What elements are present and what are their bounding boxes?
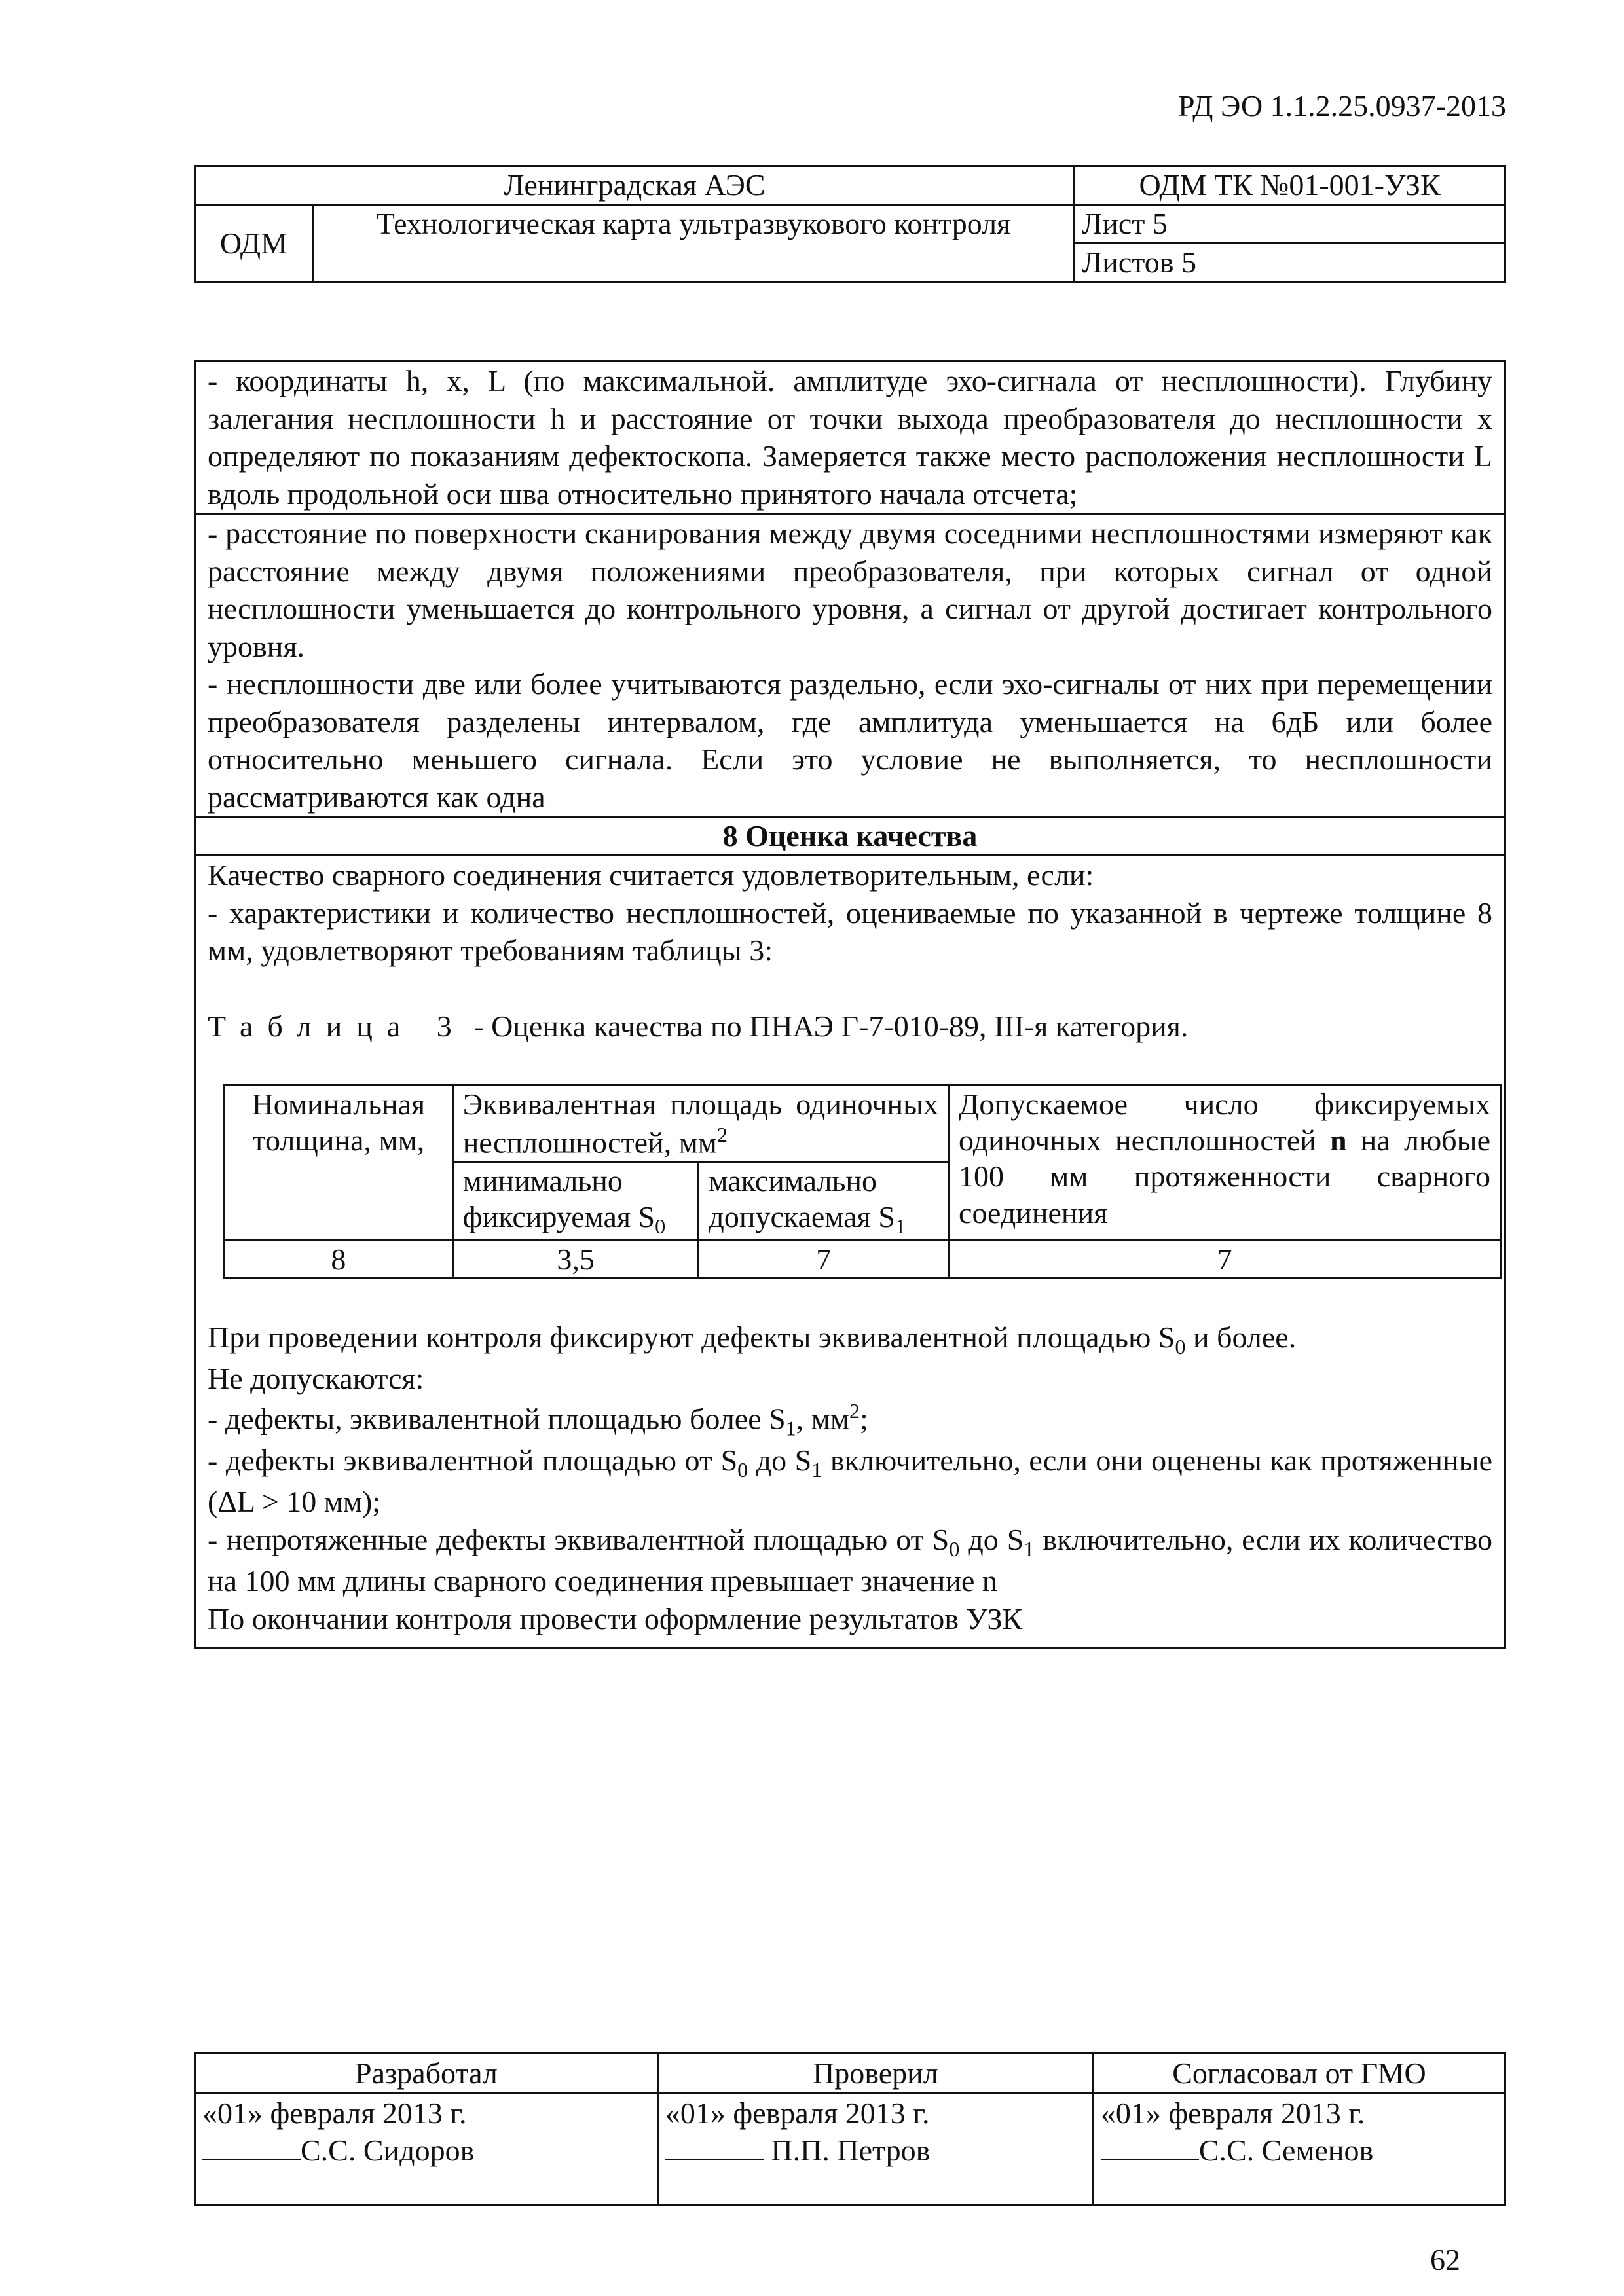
table-row — [225, 1240, 1501, 1278]
document-code: РД ЭО 1.1.2.25.0937-2013 — [1178, 89, 1506, 122]
after-table-text — [208, 1319, 1492, 1637]
fix-defects-text-a: При проведении контроля фиксируют дефекты эквивалентной площадью S — [208, 1321, 1175, 1355]
developed-signature — [202, 2132, 650, 2170]
distance-paragraph: - расстояние по поверхности сканирования между двумя соседними несплошностями измеряют как расстояние между двумя положениями преобразователя, при которых сигнал от одной несплошности уменьшается до контрольного уровня, а сигнал от другой достигает контрольного уровня. — [208, 517, 1492, 663]
odm-label: ОДМ — [195, 205, 313, 282]
checked-label: Проверил — [657, 2054, 1093, 2094]
document-title: Технологическая карта ультразвукового контроля — [312, 205, 1074, 282]
distance-section — [196, 515, 1504, 818]
rule-1-idx: 1 — [785, 1416, 796, 1440]
min-area-header — [452, 1161, 699, 1240]
signature-table — [194, 2052, 1506, 2206]
count-header-n: n — [1330, 1123, 1347, 1157]
developed-label: Разработал — [195, 2054, 658, 2094]
count-header-text-b: на любые 100 мм протяженности сварного соединения — [959, 1123, 1490, 1230]
rule-1 — [208, 1398, 1492, 1442]
rule-2-text-a: - дефекты эквивалентной площадью от S — [208, 1443, 738, 1477]
final-line: По окончании контроля провести оформление результатов УЗК — [208, 1601, 1023, 1635]
signature-line — [665, 2139, 764, 2160]
agreed-name: С.С. Семенов — [1198, 2134, 1374, 2167]
fix-defects-text-b: и более. — [1185, 1321, 1297, 1355]
signature-line — [202, 2139, 301, 2160]
rule-3 — [208, 1521, 1492, 1600]
rule-1-text-b: , мм — [796, 1402, 850, 1436]
quality-condition: - характеристики и количество несплошностей, оцениваемые по указанной в чертеже толщине 8 мм, удовлетворяют требованиям таблицы 3: — [208, 896, 1492, 968]
area-header-sup: 2 — [716, 1123, 728, 1147]
coordinates-paragraph: - координаты h, x, L (по максимальной. амплитуде эхо-сигнала от несплошности). Глубину залегания несплошности h и расстояние от точки выхода преобразователя до несплошности x определяют по показаниям дефектоскопа. Замеряется также место расположения несплошности L вдоль продольной оси шва относительно принятого начала отсчета; — [208, 364, 1492, 511]
sheets-total: Листов 5 — [1075, 244, 1505, 282]
agreed-date: «01» февраля 2013 г. — [1100, 2096, 1365, 2130]
checked-date: «01» февраля 2013 г. — [665, 2096, 930, 2130]
area-header-text: Эквивалентная площадь одиночных несплошностей, мм — [462, 1087, 939, 1159]
agreed-signature — [1101, 2132, 1498, 2170]
rule-2-idx1: 1 — [811, 1457, 822, 1482]
checked-signature — [665, 2132, 1086, 2170]
separation-paragraph: - несплошности две или более учитываются раздельно, если эхо-сигналы от них при перемещении преобразователя разделены интервалом, где амплитуда уменьшается на 6дБ или более относительно меньшего сигнала. Если это условие не выполняется, то несплошности рассматриваются как одна — [208, 667, 1492, 814]
checked-name: П.П. Петров — [771, 2134, 931, 2167]
org-name: Ленинградская АЭС — [195, 166, 1075, 205]
rule-3-text-b: до S — [959, 1522, 1024, 1556]
checked-cell — [657, 2093, 1093, 2205]
agreed-cell — [1093, 2093, 1505, 2205]
rule-1-text-a: - дефекты, эквивалентной площадью более S — [208, 1402, 786, 1436]
rule-2-text-c: включительно, если они оценены как протяженные (ΔL > 10 мм); — [208, 1443, 1492, 1519]
rule-2-idx0: 0 — [737, 1457, 748, 1482]
table-caption-text: - Оценка качества по ПНАЭ Г-7-010-89, III-я категория. — [473, 1009, 1189, 1043]
cell-n: 7 — [949, 1240, 1501, 1278]
area-header — [452, 1085, 948, 1162]
developed-name: С.С. Сидоров — [301, 2134, 475, 2167]
coordinates-section — [196, 362, 1504, 515]
odm-code: ОДМ ТК №01-001-УЗК — [1075, 166, 1505, 205]
cell-thickness: 8 — [225, 1240, 453, 1278]
max-area-text: максимально допускаемая S — [709, 1163, 895, 1233]
table-caption-word: Таблица 3 — [208, 1009, 466, 1043]
rule-3-text-a: - непротяженные дефекты эквивалентной площадью от S — [208, 1522, 950, 1556]
max-area-header — [699, 1161, 949, 1240]
not-allowed-line: Не допускаются: — [208, 1362, 424, 1396]
max-area-idx: 1 — [895, 1214, 906, 1239]
developed-date: «01» февраля 2013 г. — [202, 2096, 467, 2130]
fix-defects-idx: 0 — [1175, 1335, 1186, 1359]
rule-3-idx0: 0 — [949, 1537, 960, 1561]
agreed-label: Согласовал от ГМО — [1093, 2054, 1505, 2094]
rule-1-text-c: ; — [860, 1402, 868, 1436]
rule-1-sup: 2 — [849, 1398, 860, 1423]
rule-3-text-c: включительно, если их количество на 100 мм длины сварного соединения превышает значение n — [208, 1522, 1492, 1598]
sheet-number: Лист 5 — [1075, 205, 1505, 244]
rule-3-idx1: 1 — [1024, 1537, 1035, 1561]
rule-2-text-b: до S — [748, 1443, 812, 1477]
cell-s1: 7 — [699, 1240, 949, 1278]
count-header-text-a: Допускаемое число фиксируемых одиночных несплошностей — [959, 1087, 1490, 1157]
page-number: 62 — [1430, 2243, 1460, 2276]
developed-cell — [195, 2093, 658, 2205]
min-area-text: минимально фиксируемая S — [462, 1163, 655, 1233]
section-title: 8 Оценка качества — [196, 818, 1504, 856]
min-area-idx: 0 — [655, 1214, 666, 1239]
signature-line — [1101, 2139, 1199, 2160]
quality-table — [223, 1084, 1502, 1279]
rule-2 — [208, 1442, 1492, 1521]
content-box — [194, 360, 1506, 1649]
quality-section — [196, 856, 1504, 1637]
cell-s0: 3,5 — [452, 1240, 699, 1278]
header-table — [194, 165, 1506, 283]
table-caption — [208, 1008, 1492, 1046]
fix-defects-line — [208, 1319, 1492, 1360]
quality-intro: Качество сварного соединения считается удовлетворительным, если: — [208, 858, 1094, 892]
count-header — [949, 1085, 1501, 1241]
thickness-header: Номинальная толщина, мм, — [225, 1085, 453, 1241]
